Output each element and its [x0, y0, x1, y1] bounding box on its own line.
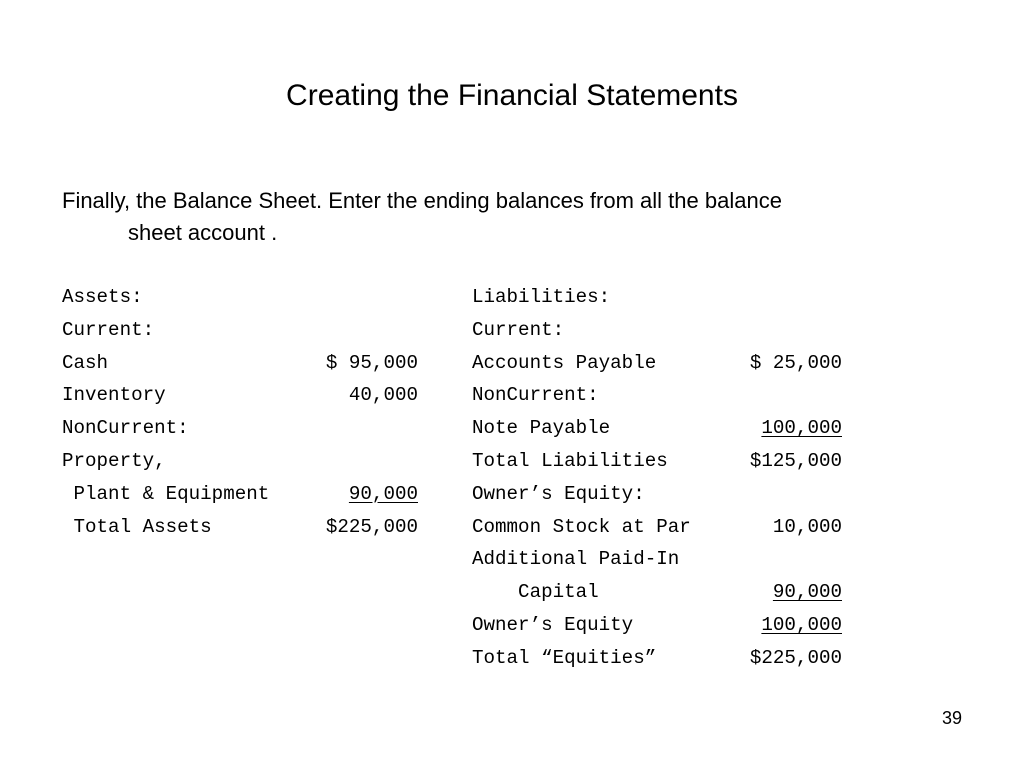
- liabilities-current-row: [472, 314, 842, 347]
- accounts-payable-row: [472, 347, 842, 380]
- assets-heading: Assets:: [62, 286, 143, 308]
- inventory-label: Inventory: [62, 384, 166, 407]
- total-equities-row: [472, 642, 842, 675]
- common-stock-label: Common Stock at Par: [472, 515, 691, 538]
- owners-equity-value: 100,000: [761, 613, 842, 636]
- note-payable-value: 100,000: [761, 417, 842, 440]
- property-label: Property,: [62, 449, 166, 472]
- liabilities-heading: Liabilities:: [472, 286, 611, 308]
- total-liabilities-value: $125,000: [749, 449, 842, 472]
- common-stock-value: 10,000: [772, 515, 842, 538]
- owners-equity-row: [472, 609, 842, 642]
- total-assets-label: Total Assets: [62, 515, 212, 538]
- slide-title: Creating the Financial Statements: [286, 79, 738, 112]
- cash-value: $ 95,000: [325, 351, 418, 374]
- intro-text: [62, 185, 942, 249]
- liabilities-noncurrent-row: [472, 379, 842, 412]
- total-equities-value: $225,000: [749, 646, 842, 669]
- apic-value: 90,000: [772, 581, 842, 604]
- liabilities-heading-row: [472, 281, 842, 314]
- total-assets-value: $225,000: [325, 515, 418, 538]
- assets-noncurrent-heading: NonCurrent:: [62, 417, 189, 440]
- common-stock-row: [472, 511, 842, 544]
- property-row: [62, 445, 418, 478]
- assets-noncurrent-row: [62, 412, 418, 445]
- inventory-row: [62, 379, 418, 412]
- total-equities-label: Total “Equities”: [472, 646, 657, 669]
- assets-current-heading: Current:: [62, 318, 155, 341]
- liabilities-equity-column: [472, 281, 842, 675]
- inventory-value: 40,000: [348, 384, 418, 407]
- accounts-payable-label: Accounts Payable: [472, 351, 657, 374]
- note-payable-label: Note Payable: [472, 417, 611, 440]
- owners-equity-label: Owner’s Equity: [472, 613, 634, 636]
- assets-current-row: [62, 314, 418, 347]
- intro-line-2: sheet account .: [128, 220, 278, 245]
- plant-equipment-row: [62, 478, 418, 511]
- accounts-payable-value: $ 25,000: [749, 351, 842, 374]
- cash-row: [62, 347, 418, 380]
- total-assets-row: [62, 511, 418, 544]
- page-number: 39: [942, 708, 963, 728]
- assets-column: [62, 281, 418, 543]
- total-liabilities-label: Total Liabilities: [472, 449, 668, 472]
- total-liabilities-row: [472, 445, 842, 478]
- plant-equipment-value: 90,000: [348, 482, 418, 505]
- apic-label-1: Additional Paid-In: [472, 548, 680, 571]
- apic-label-2: Capital: [472, 581, 599, 604]
- note-payable-row: [472, 412, 842, 445]
- intro-line-1: Finally, the Balance Sheet. Enter the ending balances from all the balance: [62, 188, 782, 213]
- plant-equipment-label: Plant & Equipment: [62, 482, 270, 505]
- liabilities-noncurrent-heading: NonCurrent:: [472, 384, 599, 407]
- apic-row-1: [472, 543, 842, 576]
- equity-heading-row: [472, 478, 842, 511]
- equity-heading: Owner’s Equity:: [472, 482, 645, 505]
- assets-heading-row: [62, 281, 418, 314]
- liabilities-current-heading: Current:: [472, 318, 565, 341]
- apic-row-2: [472, 576, 842, 609]
- cash-label: Cash: [62, 351, 109, 374]
